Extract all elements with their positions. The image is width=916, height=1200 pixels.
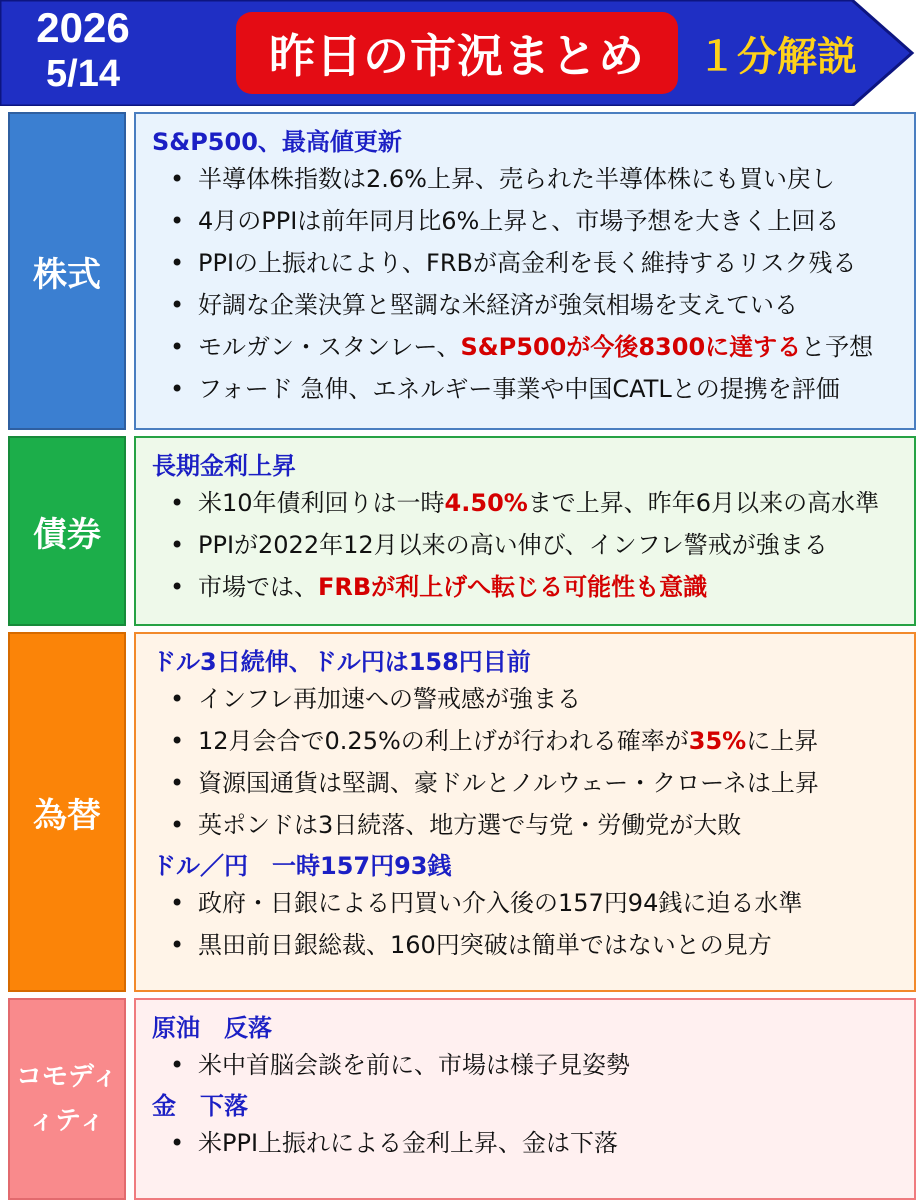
- section-heading: ドル3日続伸、ドル円は158円目前: [152, 648, 531, 676]
- bullet-text: モルガン・スタンレー、: [198, 333, 461, 361]
- bullet-item: [152, 566, 914, 608]
- bullet-item: • インフレ再加速への警戒感が強まる: [152, 678, 914, 720]
- bullet-text: と予想: [801, 333, 874, 361]
- section-body-bonds: [134, 436, 916, 626]
- section-body-stocks: [134, 112, 916, 430]
- bullet-text: 12月会合で0.25%の利上げが行われる確率が: [198, 727, 689, 755]
- bullet-item: • 英ポンドは3日続落、地方選で与党・労働党が大敗: [152, 804, 914, 846]
- section-body-commodity: [134, 998, 916, 1200]
- section-body-fx: [134, 632, 916, 992]
- bullet-item: • 黒田前日銀総裁、160円突破は簡単ではないとの見方: [152, 924, 914, 966]
- bullet-item: • 4月のPPIは前年同月比6%上昇と、市場予想を大きく上回る: [152, 200, 914, 242]
- bullet-item: [152, 326, 914, 368]
- bullet-text: 市場では、: [198, 573, 318, 601]
- section-heading: S&P500、最高値更新: [152, 128, 402, 156]
- bullet-item: • 米中首脳会談を前に、市場は様子見姿勢: [152, 1044, 914, 1086]
- section-fx: [0, 632, 916, 992]
- bullet-item: [152, 482, 914, 524]
- bullet-text: 米10年債利回りは一時: [198, 489, 445, 517]
- section-label-fx: 為替: [8, 632, 126, 992]
- section-heading: 金 下落: [152, 1092, 248, 1120]
- bullet-item: • 資源国通貨は堅調、豪ドルとノルウェー・クローネは上昇: [152, 762, 914, 804]
- bullet-emphasis: S&P500が今後8300に達する: [460, 333, 802, 361]
- bullet-text: まで上昇、昨年6月以来の高水準: [527, 489, 880, 517]
- bullet-item: [152, 720, 914, 762]
- bullet-emphasis: 4.50%: [444, 489, 528, 517]
- section-label-line: コモディ: [16, 1062, 118, 1092]
- section-label-commodity: [8, 998, 126, 1200]
- bullet-item: • 政府・日銀による円買い介入後の157円94銭に迫る水準: [152, 882, 914, 924]
- page-title: 昨日の市況まとめ: [269, 29, 645, 83]
- section-heading: 原油 反落: [152, 1014, 272, 1042]
- bullet-emphasis: 35%: [688, 727, 747, 755]
- bullet-text: に上昇: [746, 727, 819, 755]
- page-title-box: [236, 12, 678, 94]
- section-stocks: [0, 112, 916, 430]
- header-banner: [0, 0, 916, 106]
- bullet-item: • 好調な企業決算と堅調な米経済が強気相場を支えている: [152, 284, 914, 326]
- bullet-item: • 米PPI上振れによる金利上昇、金は下落: [152, 1122, 914, 1164]
- bullet-item: • PPIが2022年12月以来の高い伸び、インフレ警戒が強まる: [152, 524, 914, 566]
- section-bonds: [0, 436, 916, 626]
- section-heading: 長期金利上昇: [152, 452, 296, 480]
- date-month-day: 5/14: [46, 53, 120, 95]
- section-label-stocks: 株式: [8, 112, 126, 430]
- section-heading: ドル／円 一時157円93銭: [152, 852, 452, 880]
- section-commodity: [0, 998, 916, 1200]
- date-year: 2026: [36, 4, 130, 51]
- bullet-item: • PPIの上振れにより、FRBが高金利を長く維持するリスク残る: [152, 242, 914, 284]
- section-label-bonds: 債券: [8, 436, 126, 626]
- page-subtitle: １分解説: [697, 33, 857, 80]
- bullet-item: • 半導体株指数は2.6%上昇、売られた半導体株にも買い戻し: [152, 158, 914, 200]
- bullet-item: • フォード 急伸、エネルギー事業や中国CATLとの提携を評価: [152, 368, 914, 410]
- bullet-emphasis: FRBが利上げへ転じる可能性も意識: [318, 573, 708, 601]
- section-label-line: ィティ: [29, 1106, 105, 1136]
